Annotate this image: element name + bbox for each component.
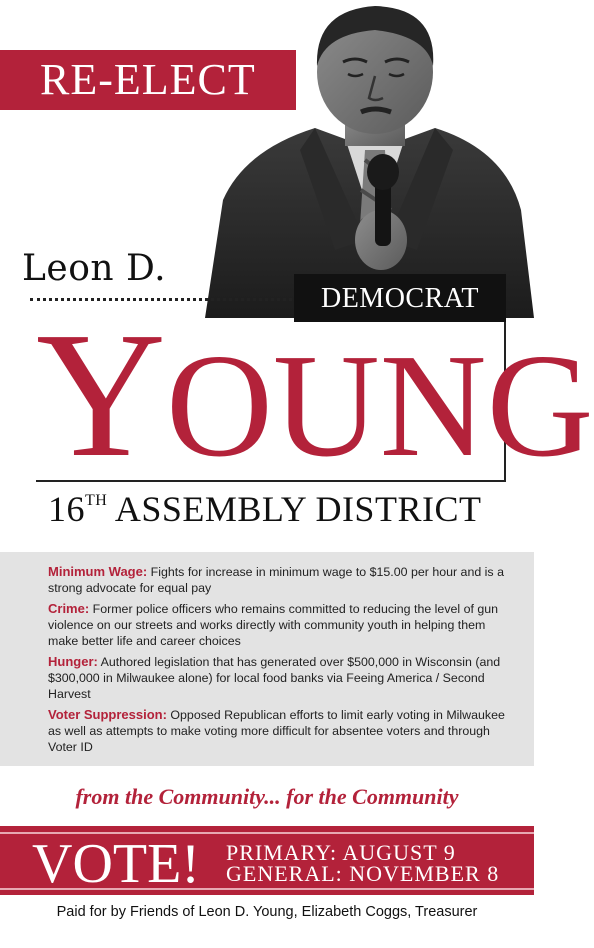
issue-label: Crime: xyxy=(48,601,90,616)
candidate-photo-illustration xyxy=(205,0,534,318)
issue-label: Voter Suppression: xyxy=(48,707,167,722)
district-text: ASSEMBLY DISTRICT xyxy=(114,489,482,529)
slogan: from the Community... for the Community xyxy=(75,784,459,809)
district-title xyxy=(48,488,518,532)
vote-banner xyxy=(0,823,534,895)
district-ordinal: TH xyxy=(85,492,108,509)
party-badge: DEMOCRAT xyxy=(294,274,506,322)
district-number: 16 xyxy=(48,489,85,529)
issue-item xyxy=(48,564,516,596)
general-date: GENERAL: NOVEMBER 8 xyxy=(226,861,500,886)
vote-banner-inner xyxy=(0,832,534,895)
reelect-text: RE-ELECT xyxy=(40,55,256,104)
issues-panel xyxy=(0,552,534,766)
issue-item xyxy=(48,654,516,702)
issue-label: Hunger: xyxy=(48,654,98,669)
vote-word: VOTE! xyxy=(32,833,200,895)
last-name-rest: OUNG xyxy=(166,324,594,488)
last-name-initial: Y xyxy=(36,295,166,494)
issue-text: Authored legislation that has generated over $500,000 in Wisconsin (and $300,000 in Milwaukee alone) for local food banks via Feeing America / Second Harvest xyxy=(48,655,501,701)
paid-for-disclaimer: Paid for by Friends of Leon D. Young, Elizabeth Coggs, Treasurer xyxy=(56,904,478,920)
issue-text: Former police officers who remains committed to reducing the level of gun violence on our streets and works directly with community youth in helping them make better life and career choices xyxy=(48,602,499,648)
issue-item xyxy=(48,601,516,649)
issue-text: Fights for increase in minimum wage to $15.00 per hour and is a strong advocate for equal pay xyxy=(48,565,504,595)
issue-label: Minimum Wage: xyxy=(48,564,148,579)
election-dates xyxy=(226,842,499,884)
issue-item xyxy=(48,707,516,755)
reelect-banner xyxy=(0,50,296,110)
issue-text: Opposed Republican efforts to limit early voting in Milwaukee as well as attempts to make voting more difficult for absentee voters and through Voter ID xyxy=(48,708,505,754)
candidate-photo xyxy=(205,0,534,318)
candidate-first-name: Leon D. xyxy=(22,248,167,289)
primary-date: PRIMARY: AUGUST 9 xyxy=(226,840,456,865)
